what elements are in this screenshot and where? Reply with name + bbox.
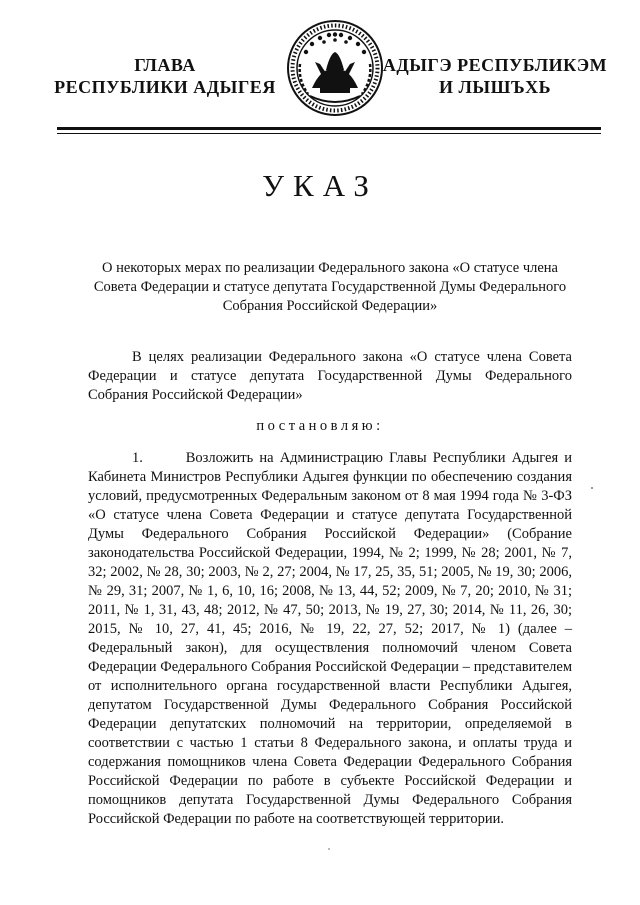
decree-word: постановляю:	[256, 418, 384, 434]
scan-speck	[328, 848, 330, 850]
issuer-header-adyghe	[370, 54, 620, 98]
decree-item-1: 1. Возложить на Администрацию Главы Республики Адыгея и Кабинета Министров Республики Адыгея функции по обеспечению создания условий, предусмотренных Федеральным законом от 8 мая 1994 года № 3-ФЗ «О статусе члена Совета Федерации и статусе депутата Государственной Думы Федерального Собрания Российской Федерации» (Собрание законодательства Российской Федерации, 1994, № 2; 1999, № 28; 2001, № 7, 32; 2002, № 28, 30; 2003, № 2, 27; 2004, № 17, 25, 35, 51; 2005, № 19, 30; 2006, № 29, 31; 2007, № 1, 6, 10, 16; 2008, № 13, 44, 52; 2009, № 7, 20; 2010, № 31; 2011, № 1, 31, 43, 48; 2012, № 47, 50; 2013, № 19, 27, 30; 2014, № 11, 26, 30; 2015, № 10, 27, 41, 45; 2016, № 19, 22, 27, 52; 2017, № 1) (далее – Федеральный закон), для осуществления полномочий членом Совета Федерации Федерального Собрания Российской Федерации – представителем от исполнительного органа государственной власти Республики Адыгея, депутатом Государственной Думы Федерального Собрания Российской Федерации депутатских полномочий на территории, определяемой в соответствии с частью 1 статьи 8 Федерального закона, и оплаты труда и содержания помощников члена Совета Федерации Федерального Собрания Российской Федерации по работе в субъекте Российской Федерации и помощников депутата Государственной Думы Федерального Собрания Российской Федерации по работе на соответствующей территории.	[88, 450, 572, 827]
header-rule-thin	[57, 133, 601, 134]
issuer-adyghe-line-1: АДЫГЭ РЕСПУБЛИКЭМ	[382, 55, 608, 75]
issuer-adyghe-line-2: И ЛЫШЪХЬ	[438, 77, 552, 97]
scan-speck	[591, 487, 593, 489]
header-rule-thick	[57, 127, 601, 130]
issuer-header-russian	[40, 54, 290, 98]
document-subject: О некоторых мерах по реализации Федерального закона «О статусе члена Совета Федерации и статусе депутата Государственной Думы Федерального Собрания Российской Федерации»	[93, 260, 567, 314]
document-title: УКАЗ	[262, 168, 378, 203]
preamble-paragraph: В целях реализации Федерального закона «О статусе члена Совета Федерации и статусе депутата Государственной Думы Федерального Собрания Российской Федерации»	[88, 349, 572, 403]
issuer-line-1: ГЛАВА	[134, 55, 196, 75]
issuer-line-2: РЕСПУБЛИКИ АДЫГЕЯ	[54, 77, 276, 97]
